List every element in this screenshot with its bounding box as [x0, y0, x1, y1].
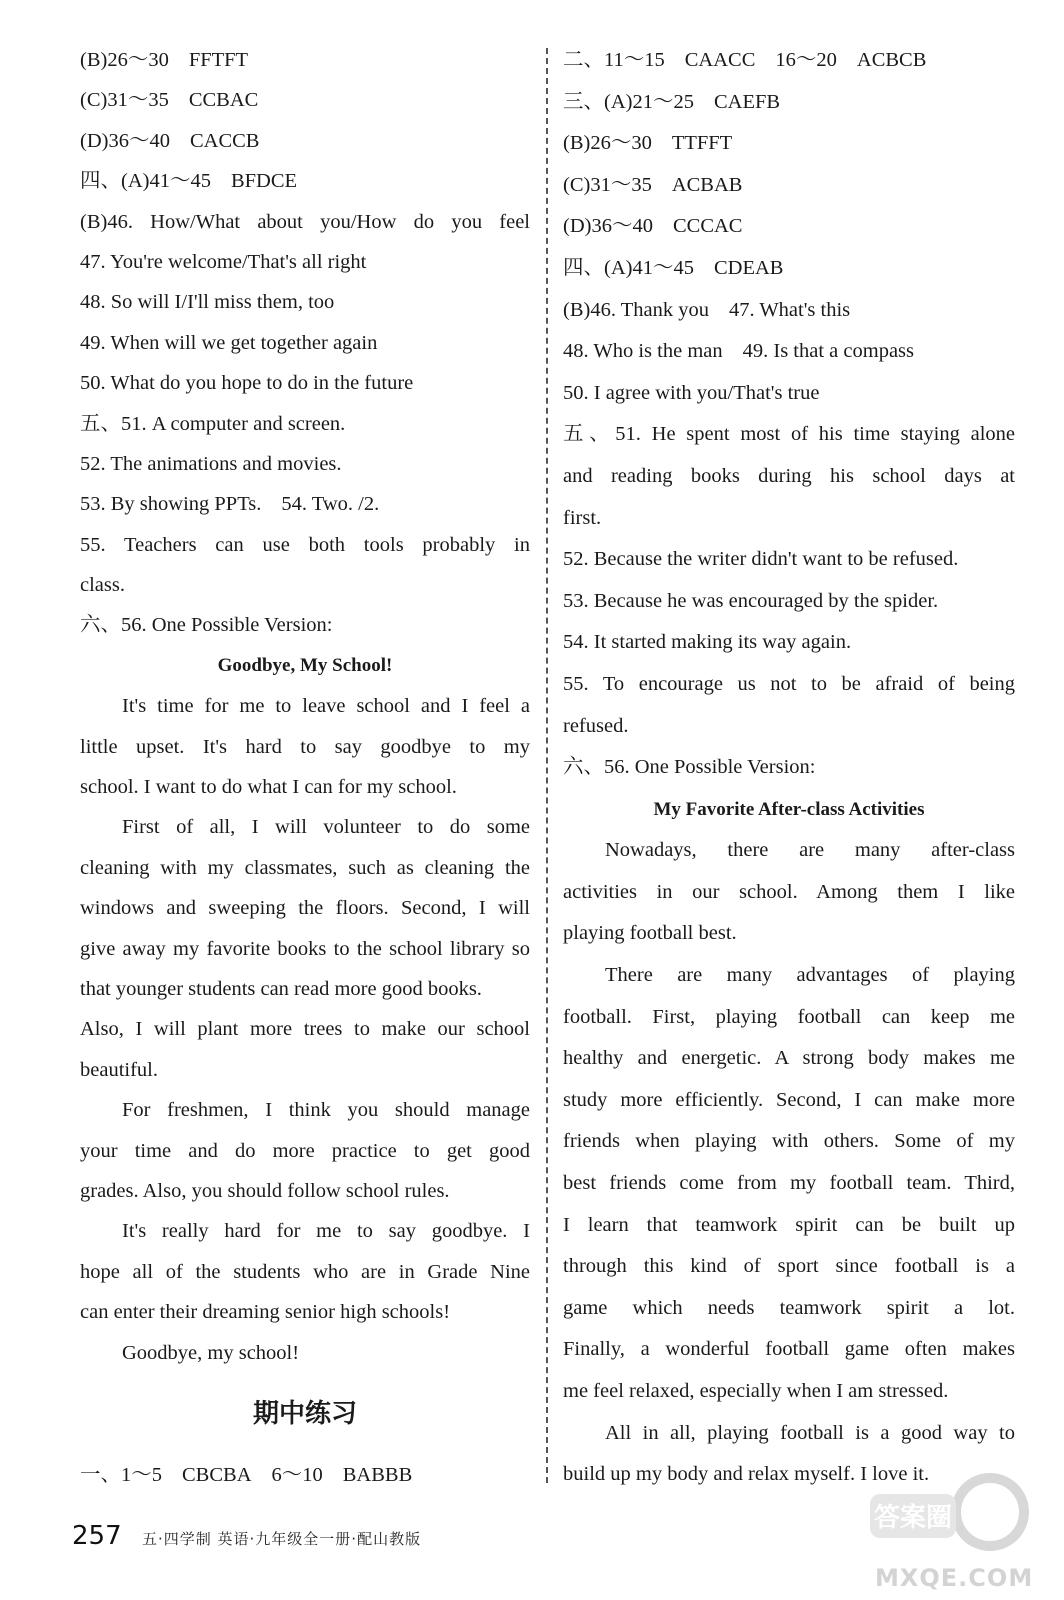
essay-line: For freshmen, I think you should manage [122, 1099, 530, 1122]
answer-line: 四、(A)41～45 BFDCE [80, 170, 298, 193]
answer-line: class. [80, 574, 125, 597]
essay-line: cleaning with my classmates, such as cleaning the [80, 856, 530, 879]
essay-line: beautiful. [80, 1058, 158, 1081]
answer-line: 54. It started making its way again. [563, 631, 852, 654]
essay-line: grades. Also, you should follow school rules. [80, 1179, 450, 1202]
essay-line: your time and do more practice to get good [80, 1139, 530, 1162]
essay-line: Goodbye, my school! [122, 1341, 300, 1364]
answer-line: 四、(A)41～45 CDEAB [563, 256, 784, 279]
essay-line: activities in our school. Among them I like [563, 880, 1015, 903]
answer-line: 47. You're welcome/That's all right [80, 250, 367, 273]
essay-line: study more efficiently. Second, I can make more [563, 1088, 1015, 1111]
section-heading: 期中练习 [252, 1398, 357, 1429]
answer-line: (D)36～40 CCCAC [563, 215, 743, 238]
essay-line: healthy and energetic. A strong body makes me [563, 1047, 1015, 1070]
page-number: 257 [72, 1521, 122, 1551]
essay-line: friends when playing with others. Some of my [563, 1130, 1015, 1153]
essay-line: school. I want to do what I can for my school. [80, 776, 457, 799]
essay-line: Also, I will plant more trees to make our school [80, 1018, 530, 1041]
answer-line: 一、1～5 CBCBA 6～10 BABBB [80, 1463, 413, 1486]
answer-line: 55. To encourage us not to be afraid of being [563, 672, 1015, 695]
answer-line: and reading books during his school days at [563, 464, 1015, 487]
essay-line: that younger students can read more good books. [80, 977, 482, 1000]
essay-line: First of all, I will volunteer to do some [122, 816, 530, 839]
watermark-logo-text: 答案圈 [873, 1503, 953, 1533]
answer-line: 53. Because he was encouraged by the spider. [563, 589, 939, 612]
essay-line: through this kind of sport since football is a [563, 1255, 1015, 1278]
essay-line: It's really hard for me to say goodbye. I [122, 1220, 530, 1243]
essay-line: little upset. It's hard to say goodbye to my [80, 735, 530, 758]
answer-line: 48. So will I/I'll miss them, too [80, 291, 335, 314]
essay-line: best friends come from my football team. Third, [563, 1172, 1015, 1195]
essay-title: My Favorite After-class Activities [653, 798, 925, 820]
essay-line: Nowadays, there are many after-class [605, 839, 1015, 862]
answer-line: (B)46. How/What about you/How do you feel [80, 210, 530, 233]
book-info: 五·四学制 英语·九年级全一册·配山教版 [142, 1530, 422, 1548]
essay-line: build up my body and relax myself. I love it. [563, 1463, 930, 1486]
answer-line: 六、56. One Possible Version: [80, 614, 333, 637]
answer-line: 六、56. One Possible Version: [563, 756, 816, 779]
right-column [563, 40, 1015, 1496]
answer-line: 53. By showing PPTs. 54. Two. /2. [80, 493, 380, 516]
essay-title: Goodbye, My School! [217, 654, 393, 676]
essay-line: windows and sweeping the floors. Second, I will [80, 897, 530, 920]
answer-line: (B)26～30 FFTFT [80, 49, 249, 71]
answer-line: 50. What do you hope to do in the future [80, 372, 414, 395]
left-column [80, 40, 530, 1495]
essay-line: can enter their dreaming senior high schools! [80, 1301, 451, 1324]
answer-line: 三、(A)21～25 CAEFB [563, 90, 781, 113]
essay-line: hope all of the students who are in Grade Nine [80, 1260, 530, 1283]
essay-line: football. First, playing football can keep me [563, 1005, 1015, 1028]
answer-line: (B)46. Thank you 47. What's this [563, 298, 851, 321]
essay-line: I learn that teamwork spirit can be built up [563, 1213, 1015, 1236]
column-divider [546, 48, 548, 1483]
answer-line: 48. Who is the man 49. Is that a compass [563, 340, 914, 363]
answer-line: 五、51. He spent most of his time staying alone [563, 423, 1015, 446]
answer-line: refused. [563, 714, 629, 737]
watermark-site: MXQE.COM [875, 1564, 1034, 1592]
answer-line: 52. Because the writer didn't want to be refused. [563, 548, 959, 571]
essay-line: All in all, playing football is a good way to [605, 1421, 1015, 1444]
answer-line: first. [563, 506, 602, 529]
answer-line: 50. I agree with you/That's true [563, 381, 820, 404]
essay-line: playing football best. [563, 922, 737, 945]
answer-line: 55. Teachers can use both tools probably in [80, 533, 530, 556]
answer-line: (C)31～35 ACBAB [563, 173, 743, 196]
essay-line: game which needs teamwork spirit a lot. [563, 1296, 1015, 1319]
essay-line: There are many advantages of playing [605, 964, 1015, 987]
answer-line: (D)36～40 CACCB [80, 129, 260, 152]
essay-line: It's time for me to leave school and I feel a [122, 695, 530, 718]
essay-line: me feel relaxed, especially when I am stressed. [563, 1380, 949, 1402]
essay-line: give away my favorite books to the school library so [80, 937, 530, 960]
answer-line: (B)26～30 TTFFT [563, 132, 733, 155]
answer-line: 52. The animations and movies. [80, 452, 342, 475]
answer-line: (C)31～35 CCBAC [80, 89, 259, 112]
answer-line: 49. When will we get together again [80, 331, 378, 354]
answer-line: 五、51. A computer and screen. [80, 412, 346, 435]
essay-line: Finally, a wonderful football game often makes [563, 1338, 1015, 1361]
answer-line: 二、11～15 CAACC 16～20 ACBCB [563, 49, 927, 71]
